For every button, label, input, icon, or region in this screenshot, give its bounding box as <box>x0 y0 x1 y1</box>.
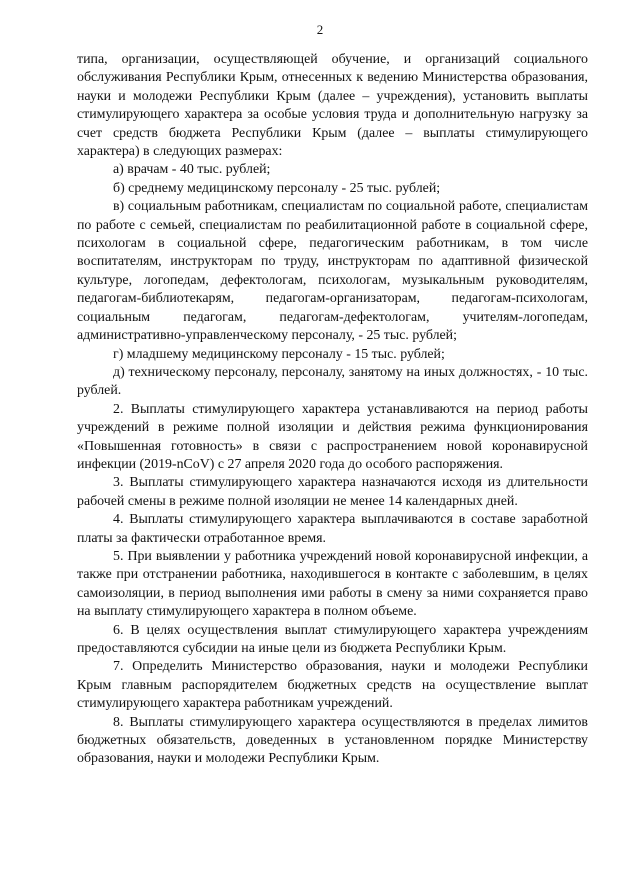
paragraph-clause-4: 4. Выплаты стимулирующего характера выплачиваются в составе заработной платы за фактически отработанное время. <box>77 512 588 546</box>
paragraph-clause-8: 8. Выплаты стимулирующего характера осуществляются в пределах лимитов бюджетных обязательств, доведенных в установленном порядке Министерству образования, науки и молодежи Республики Крым. <box>77 714 588 767</box>
paragraph-clause-6: 6. В целях осуществления выплат стимулирующего характера учреждениям предоставляются субсидии на иные цели из бюджета Республики Крым. <box>77 622 588 656</box>
paragraph-intro-continuation: типа, организации, осуществляющей обучение, и организаций социального обслуживания Республики Крым, отнесенных к ведению Министерства образования, науки и молодежи Республики Крым (далее – учреждения), установить выплаты стимулирующего характера за особые условия труда и дополнительную нагрузку за счет средств бюджета Республики Крым (далее – выплаты стимулирующего характера) в следующих размерах: <box>77 52 588 160</box>
document-body <box>77 51 588 769</box>
paragraph-clause-7: 7. Определить Министерство образования, науки и молодежи Республики Крым главным распорядителем бюджетных средств на осуществление выплат стимулирующего характера работникам учреждений. <box>77 659 588 712</box>
paragraph-item-g: г) младшему медицинскому персоналу - 15 тыс. рублей; <box>113 346 445 362</box>
paragraph-item-v: в) социальным работникам, специалистам по социальной работе, специалистам по работе с семьей, специалистам по реабилитационной работе в социальной сфере, психологам в социальной сфере, педагогическим работникам, в том числе воспитателям, инструкторам по труду, инструкторам по адаптивной физической культуре, логопедам, дефектологам, психологам, музыкальным руководителям, педагогам-библиотекарям, педагогам-организаторам, педагогам-психологам, социальным педагогам, педагогам-дефектологам, учителям-логопедам, административно-управленческому персоналу, - 25 тыс. рублей; <box>77 199 588 344</box>
paragraph-item-b: б) среднему медицинскому персоналу - 25 тыс. рублей; <box>113 180 441 196</box>
paragraph-item-a: а) врачам - 40 тыс. рублей; <box>113 162 271 178</box>
paragraph-clause-3: 3. Выплаты стимулирующего характера назначаются исходя из длительности рабочей смены в режиме полной изоляции не менее 14 календарных дней. <box>77 475 588 509</box>
paragraph-item-d: д) техническому персоналу, персоналу, занятому на иных должностях, - 10 тыс. рублей. <box>77 364 588 399</box>
paragraph-clause-2: 2. Выплаты стимулирующего характера устанавливаются на период работы учреждений в режиме полной изоляции и действия режима функционирования «Повышенная готовность» в связи с распространением новой коронавирусной инфекции (2019-nCoV) с 27 апреля 2020 года до особого распоряжения. <box>77 401 588 472</box>
paragraph-clause-5: 5. При выявлении у работника учреждений новой коронавирусной инфекции, а также при отстранении работника, находившегося в контакте с заболевшим, в целях самоизоляции, в период выполнения ими работы в смену за ними сохраняется право на выплату стимулирующего характера в полном объеме. <box>77 548 588 620</box>
page-number: 2 <box>316 22 324 37</box>
